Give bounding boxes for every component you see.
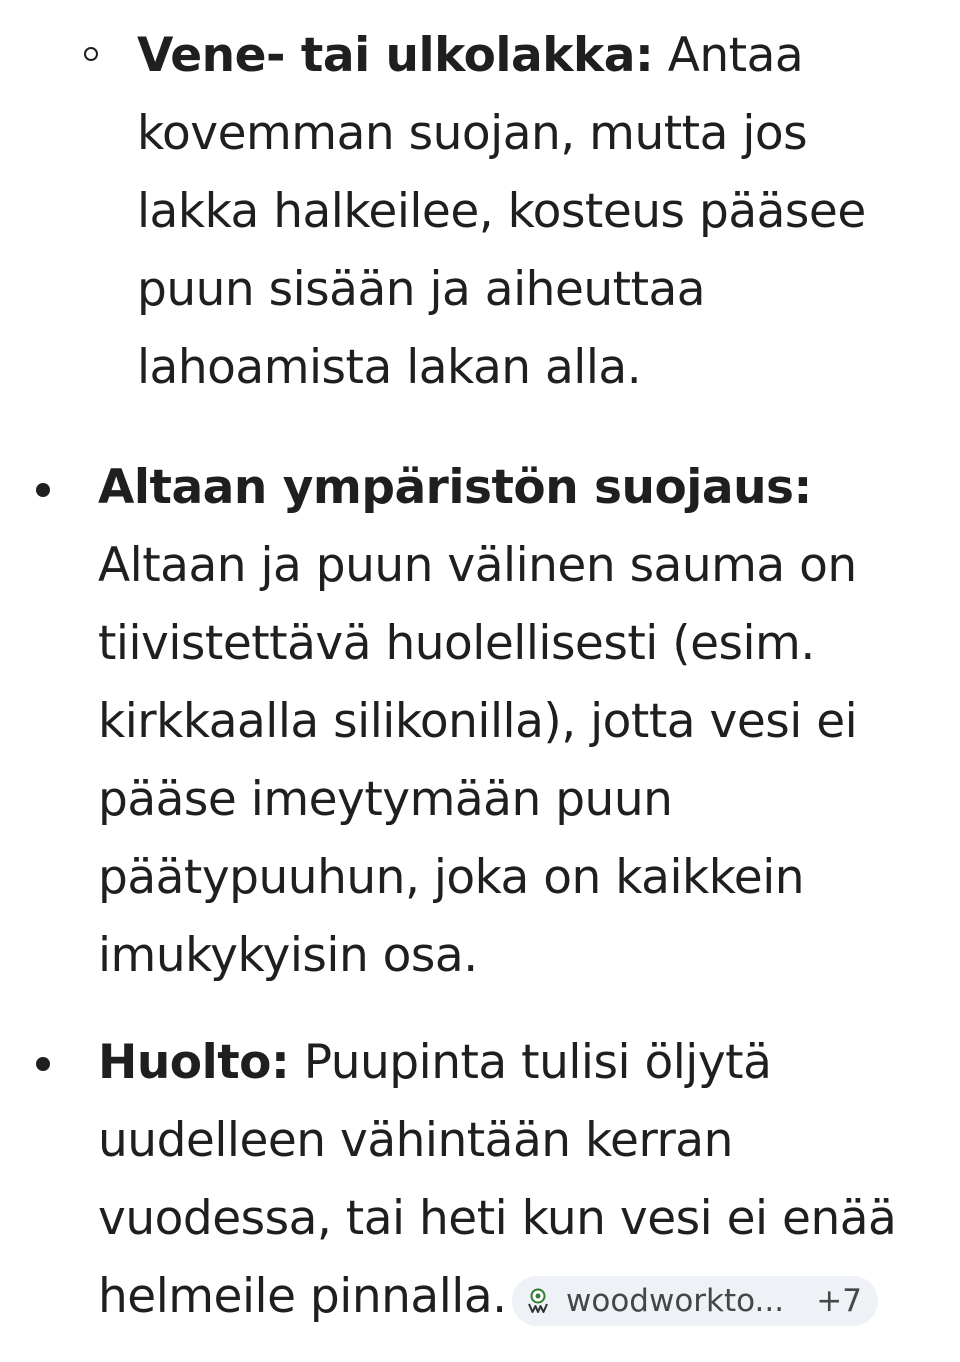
source-citation-chip[interactable]: [512, 1276, 878, 1326]
list-item-heading: Huolto:: [98, 1035, 290, 1090]
sub-item-line-2: kovemman suojan, mutta jos: [137, 106, 808, 161]
list-item-line: Altaan ja puun välinen sauma on: [98, 538, 857, 593]
list-item-line: kirkkaalla silikonilla), jotta vesi ei: [98, 694, 858, 749]
sub-item-title: Vene- tai ulkolakka:: [137, 28, 654, 83]
sub-item-line-1: [137, 17, 927, 95]
sub-item-line-3: lakka halkeilee, kosteus pääsee: [137, 184, 866, 239]
sub-item-text: Antaa: [667, 28, 804, 83]
list-item-line: uudelleen vähintään kerran: [98, 1113, 733, 1168]
list-item-line: pääse imeytymään puun: [98, 772, 673, 827]
source-chip-label: woodworkto...: [566, 1283, 785, 1319]
sub-bullet-circle-icon: [84, 47, 98, 61]
list-item-line: päätypuuhun, joka on kaikkein: [98, 850, 805, 905]
list-item-title: [98, 449, 918, 527]
list-item-line: helmeile pinnalla.: [98, 1269, 507, 1324]
sub-item-line-5: lahoamista lakan alla.: [137, 340, 642, 395]
list-sub-item: [137, 17, 927, 407]
list-item-line: [98, 1024, 918, 1102]
list-item-text: Puupinta tulisi öljytä: [303, 1035, 772, 1090]
list-item-line: imukykyisin osa.: [98, 928, 478, 983]
site-favicon-icon: [524, 1287, 552, 1315]
list-item-line: tiivistettävä huolellisesti (esim.: [98, 616, 815, 671]
bullet-disc-icon: [36, 1057, 50, 1071]
list-item-line: vuodessa, tai heti kun vesi ei enää: [98, 1191, 897, 1246]
list-item-heading: Altaan ympäristön suojaus:: [98, 460, 812, 515]
bullet-disc-icon: [36, 483, 50, 497]
list-item: [98, 449, 918, 995]
source-chip-count: +7: [816, 1283, 862, 1319]
sub-item-line-4: puun sisään ja aiheuttaa: [137, 262, 706, 317]
